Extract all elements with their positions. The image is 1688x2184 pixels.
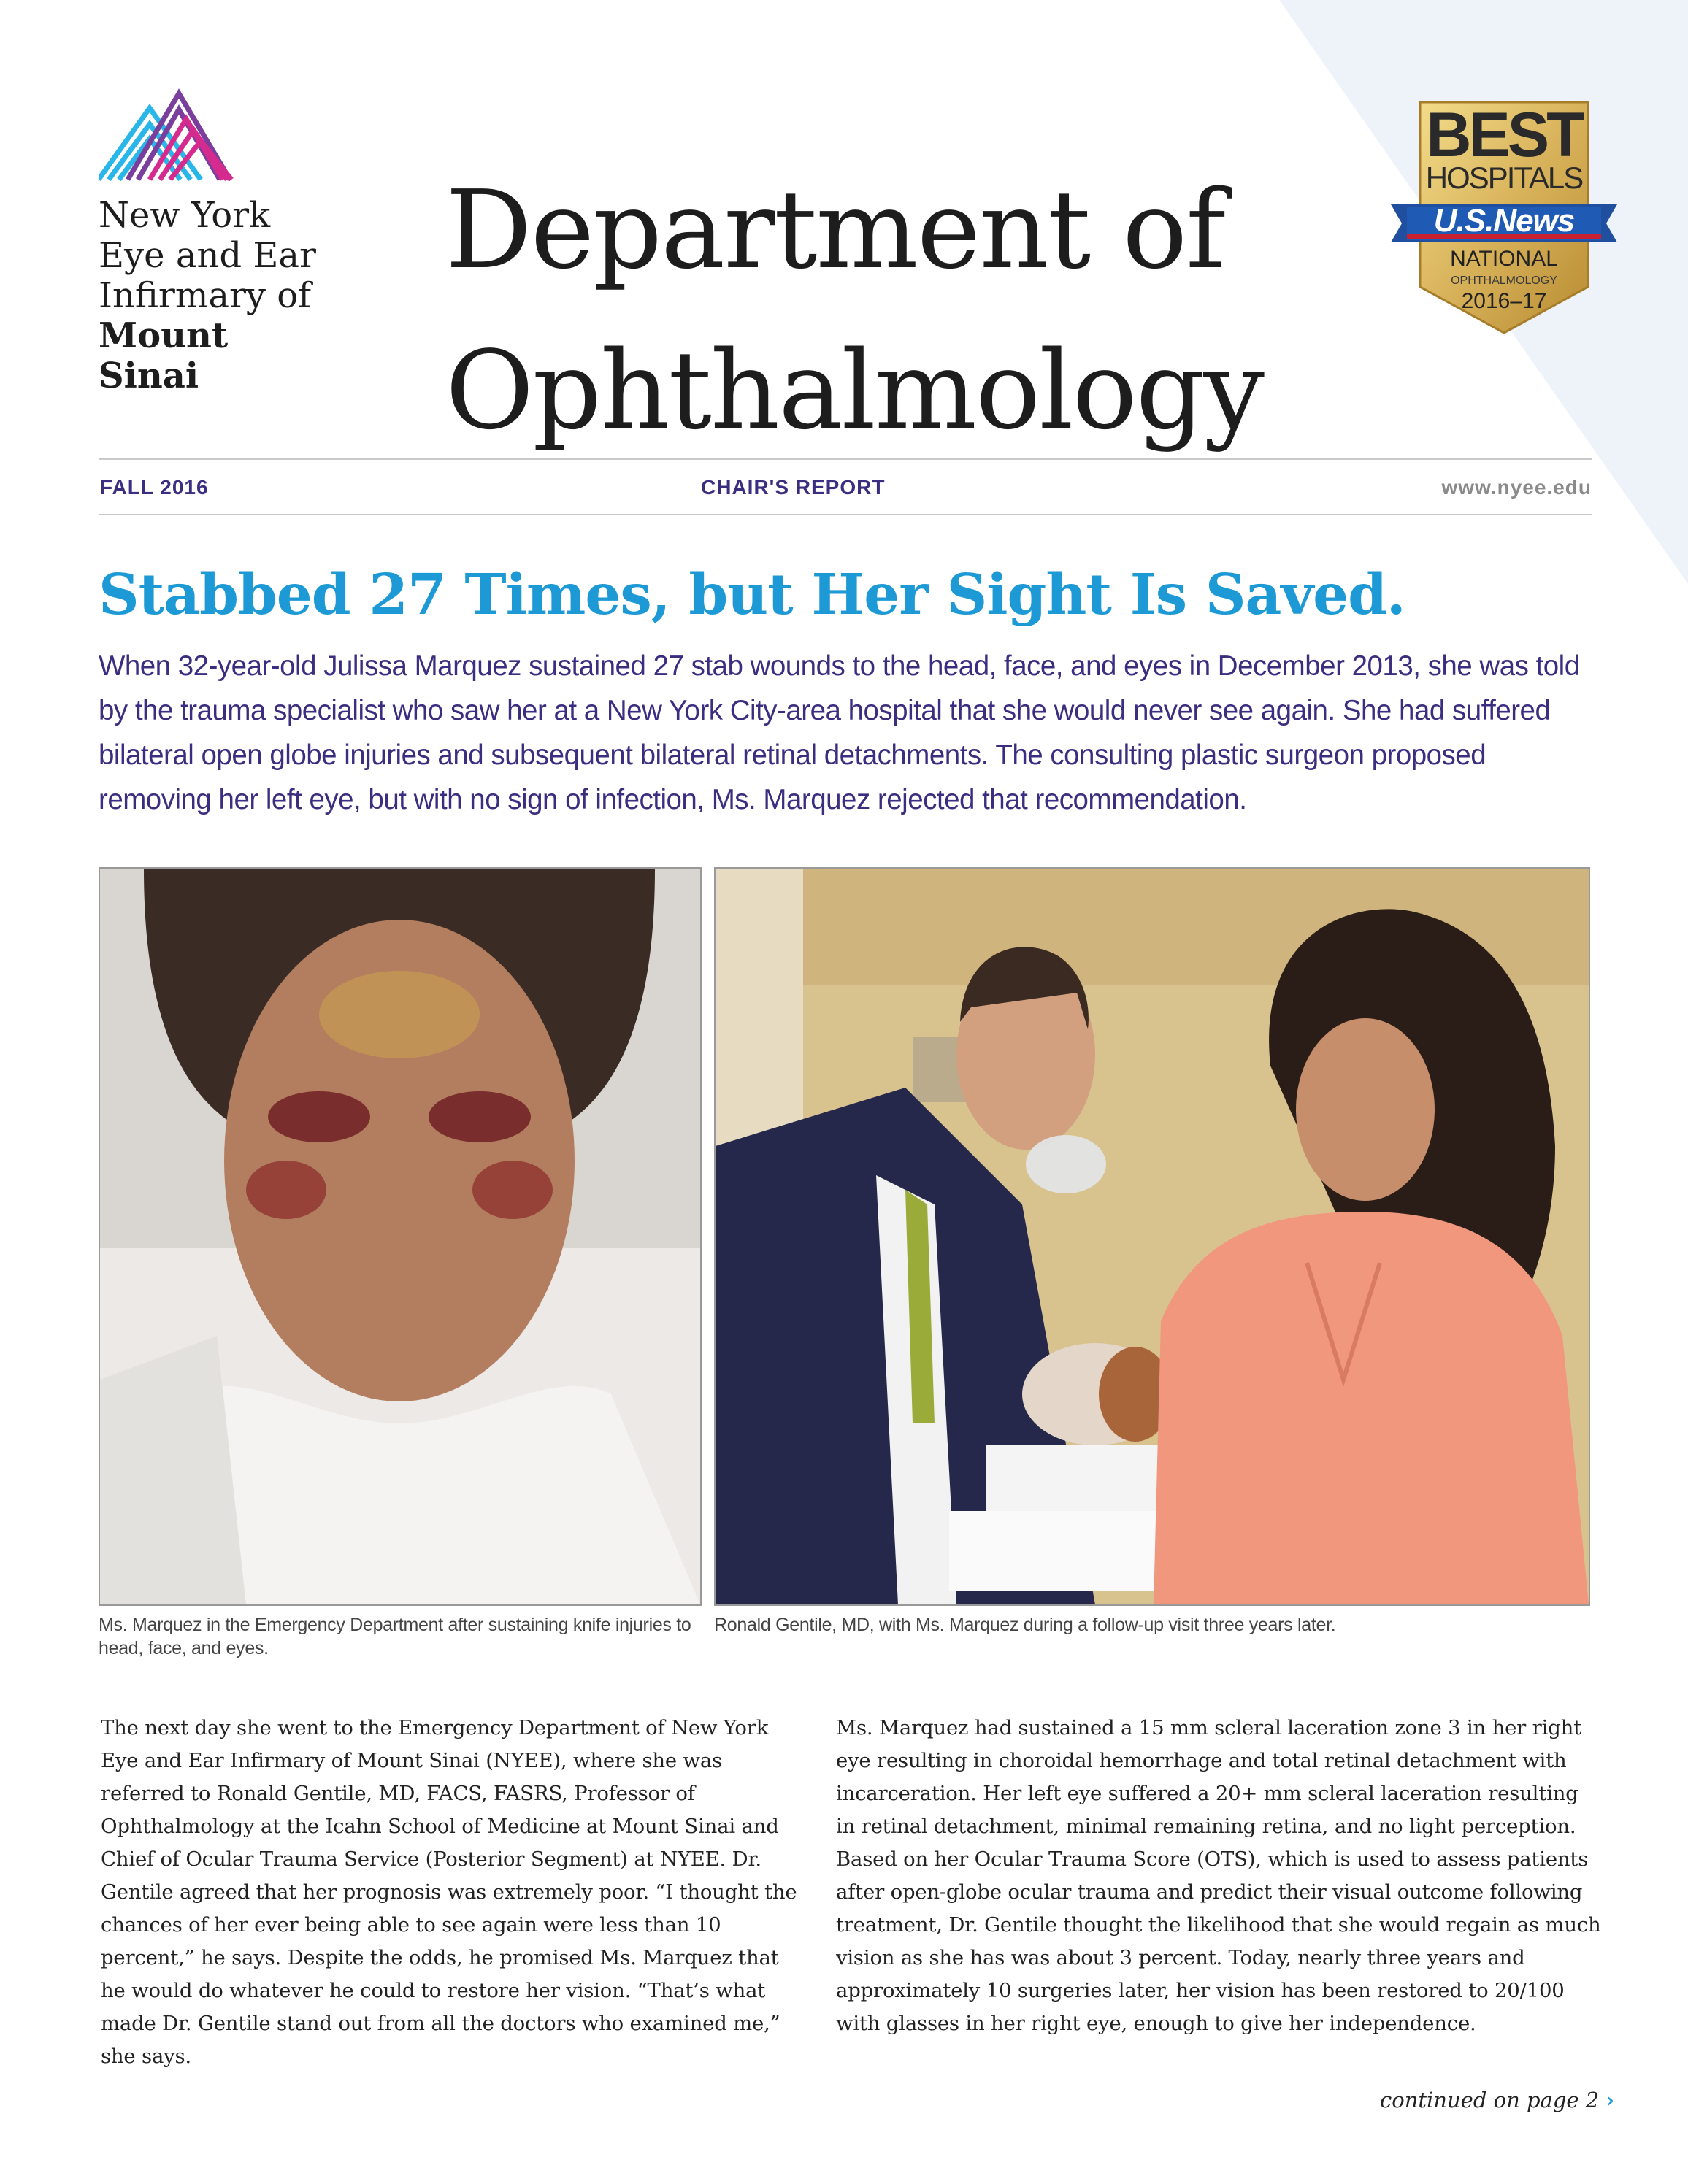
badge-specialty: OPHTHALMOLOGY [1451,274,1557,287]
photo-follow-up [714,867,1590,1606]
top-rule [99,458,1592,460]
chevron-right-icon: › [1605,2088,1615,2112]
logo-line-1: New York [99,195,271,236]
logo-line-4: Mount [99,315,229,356]
bottom-rule [99,514,1592,515]
logo-line-3: Infirmary of [99,275,311,316]
doctor-patient-scene-icon [716,869,1589,1604]
continued-link[interactable] [1380,2088,1614,2112]
section-label: CHAIR'S REPORT [701,476,886,499]
page-title [445,150,1263,471]
logo-wordmark [99,196,361,396]
badge-years: 2016–17 [1461,289,1547,313]
title-line-1: Department of [445,167,1225,293]
body-column-right: Ms. Marquez had sustained a 15 mm scleral laceration zone 3 in her right eye resulting in choroidal hemorrhage and total retinal detachment with incarceration. Her left eye suffered a 20+ mm scleral laceration resulting in retinal detachment, minimal remaining retina, and no light perception. Based on her Ocular Trauma Score (OTS), which is used to assess patients after open-globe ocular trauma and predict their visual outcome following treatment, Dr. Gentile thought the likelihood that she would regain as much vision as she has was about 3 percent. Today, nearly three years and approximately 10 surgeries later, her vision has been restored to 20/100 with glasses in her right eye, enough to give her independence. [836,1716,1601,2035]
badge-best: BEST [1426,100,1582,170]
logo-line-5: Sinai [99,355,199,396]
continued-text: continued on page 2 [1380,2088,1600,2112]
issue-season: FALL 2016 [100,476,209,499]
website-link[interactable]: www.nyee.edu [1441,476,1592,499]
photo-emergency [99,867,702,1606]
article-headline: Stabbed 27 Times, but Her Sight Is Saved. [99,562,1405,628]
mountain-logo-icon [99,86,252,181]
logo-line-2: Eye and Ear [99,235,316,276]
caption-follow-up: Ronald Gentile, MD, with Ms. Marquez during a follow-up visit three years later. [714,1615,1336,1635]
badge-usnews: U.S.News [1433,203,1575,239]
title-line-2: Ophthalmology [445,328,1263,453]
badge-hospitals: HOSPITALS [1425,161,1583,195]
nyee-logo[interactable] [99,86,361,396]
patient-portrait-icon [100,869,700,1604]
body-column-left: The next day she went to the Emergency Department of New York Eye and Ear Infirmary of Mount Sinai (NYEE), where she was referred to Ronald Gentile, MD, FACS, FASRS, Professor of Ophthalmology at the Icahn School of Medicine at Mount Sinai and Chief of Ocular Trauma Service (Posterior Segment) at NYEE. Dr. Gentile agreed that her prognosis was extremely poor. “I thought the chances of her ever being able to see again were less than 10 percent,” he says. Despite the odds, he promised Ms. Marquez that he would do whatever he could to restore her vision. “That’s what made Dr. Gentile stand out from all the doctors who examined me,” she says. [101,1716,797,2068]
badge-national: NATIONAL [1450,247,1558,271]
caption-emergency: Ms. Marquez in the Emergency Department after sustaining knife injuries to head, face, and eyes. [99,1615,691,1658]
article-intro: When 32-year-old Julissa Marquez sustained 27 stab wounds to the head, face, and eyes in December 2013, she was told by the trauma specialist who saw her at a New York City-area hospital that she would never see again. She had suffered bilateral open globe injuries and subsequent bilateral retinal detachments. The consulting plastic surgeon proposed removing her left eye, but with no sign of infection, Ms. Marquez rejected that recommendation. [99,650,1580,815]
best-hospitals-badge [1391,101,1617,334]
